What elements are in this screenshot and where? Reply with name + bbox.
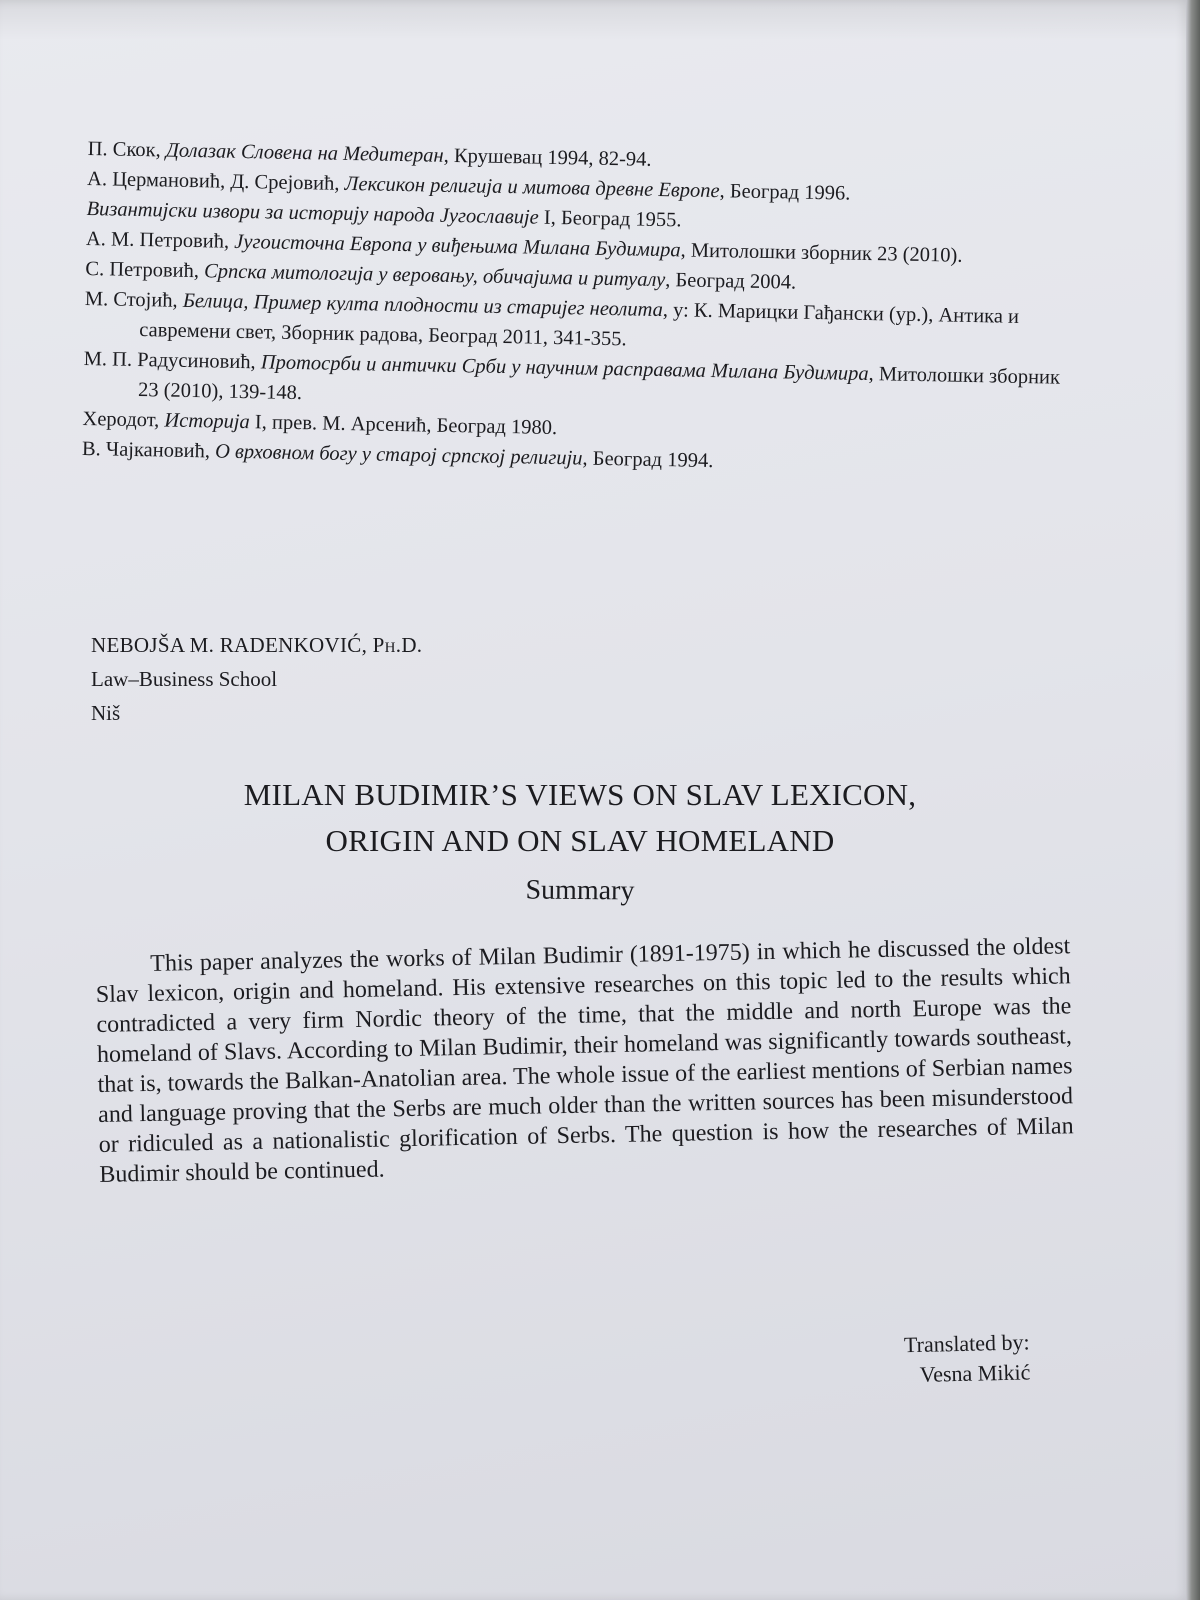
bibliography-entry: М. Стојић, Белица, Пример култа плодности из старијег неолита, у: К. Марицки Гађански (ур.), Антика и савремени свет, Зборник радова, Београд 2011, 341-355. — [84, 287, 1020, 351]
bibliography-entry: А. Цермановић, Д. Срејовић, Лексикон религија и митова древне Европе, Београд 1996. — [86, 167, 851, 205]
article-title-line: MILAN BUDIMIR’S VIEWS ON SLAV LEXICON, — [243, 777, 917, 812]
page-top-shadow — [0, 0, 1190, 40]
article-title-line: ORIGIN AND ON SLAV HOMELAND — [325, 823, 835, 858]
bibliography-entry: В. Чајкановић, О врховном богу у старој српској религији, Београд 1994. — [81, 437, 714, 473]
author-city: Niš — [91, 701, 121, 725]
article-title — [160, 772, 1000, 864]
translator-name: Vesna Mikić — [919, 1359, 1031, 1387]
translator-label: Translated by: — [903, 1329, 1030, 1358]
bibliography-list — [82, 134, 1088, 483]
bibliography-entry: Херодот, Историја I, прев. М. Арсенић, Београд 1980. — [82, 407, 558, 440]
author-institution: Law–Business School — [91, 667, 278, 691]
summary-heading: Summary — [525, 874, 635, 907]
page-edge — [1186, 0, 1200, 1600]
author-affiliation — [91, 628, 422, 730]
bibliography-entry: С. Петровић, Српска митологија у веровању, обичајима и ритуалу, Београд 2004. — [85, 257, 797, 294]
bibliography-entry: А. М. Петровић, Југоисточна Европа у виђењима Милана Будимира, Митолошки зборник 23 (2010). — [85, 227, 963, 267]
bibliography-entry: П. Скок, Долазак Словена на Медитеран, Крушевац 1994, 82-94. — [87, 137, 652, 171]
summary-paragraph: This paper analyzes the works of Milan Budimir (1891-1975) in which he discussed the oldest Slav lexicon, origin and homeland. His extensive researches on this topic led to the results which contradicted a very firm Nordic theory of the time, that the middle and north Europe was the homeland of Slavs. According to Milan Budimir, their homeland was significantly towards southeast, that is, towards the Balkan-Anatolian area. The whole issue of the earliest mentions of Serbian names and language proving that the Serbs are much older than the written sources has been misunderstood or ridiculed as a nationalistic glorification of Serbs. The question is how the researches of Milan Budimir should be continued. — [95, 933, 1074, 1188]
bibliography-entry: Византијски извори за историју народа Југославије I, Београд 1955. — [86, 197, 682, 232]
bibliography-entry: М. П. Радусиновић, Протосрби и антички Срби у научним расправама Милана Будимира, Митолошки зборник 23 (2010), 139-148. — [83, 347, 1061, 405]
author-name: NEBOJŠA M. RADENKOVIĆ, Ph.D. — [91, 633, 423, 657]
translator-credit — [799, 1327, 1030, 1392]
